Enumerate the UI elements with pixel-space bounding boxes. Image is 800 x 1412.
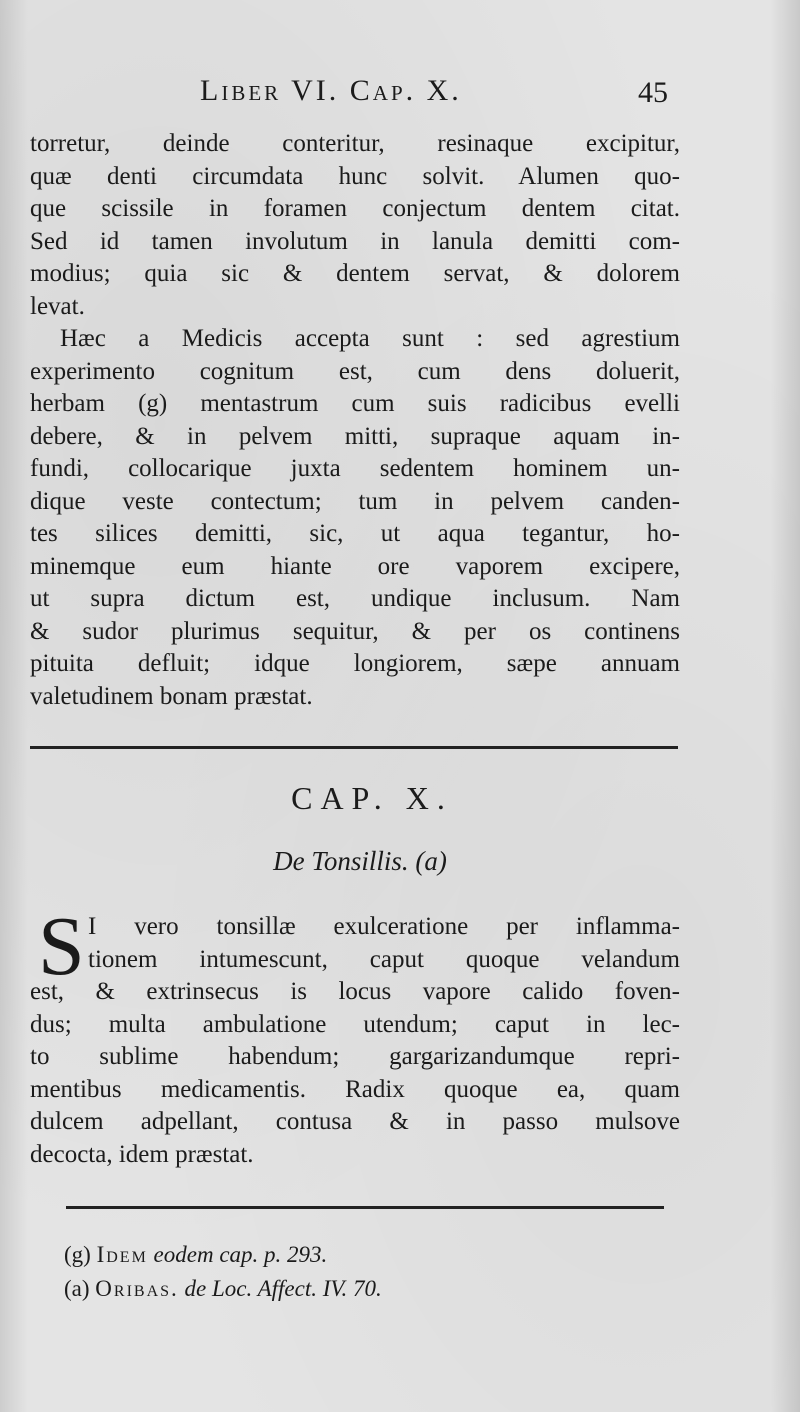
text-line: que scissile in foramen conjectum dentem citat. (30, 195, 680, 222)
text-line: quæ denti circumdata hunc solvit. Alumen quo- (30, 162, 680, 190)
drop-cap: S (38, 900, 85, 993)
text-line: Hæc a Medicis accepta sunt : sed agrestium (60, 325, 680, 352)
text-line: modius; quia sic & dentem servat, & dolorem (30, 260, 680, 287)
paragraph-continued (30, 128, 680, 713)
text-line: est, & extrinsecus is locus vapore calido foven- (30, 978, 680, 1005)
footnote-marker: (a) (64, 1276, 90, 1301)
footnote (64, 1272, 664, 1306)
text-line: decocta, idem præstat. (30, 1140, 254, 1168)
footnote-author: Idem (96, 1242, 148, 1267)
text-line: minemque eum hiante ore vaporem excipere, (30, 552, 680, 580)
footnote-author: Oribas. (95, 1276, 179, 1301)
text-line: dique veste contectum; tum in pelvem canden- (30, 487, 680, 515)
text-line: tes silices demitti, sic, ut aqua tegantur, ho- (30, 520, 680, 547)
footnote (64, 1238, 664, 1272)
section-divider (30, 746, 678, 749)
chapter-subtitle: De Tonsillis. (a) (273, 846, 447, 876)
text-line: & sudor plurimus sequitur, & per os continens (30, 617, 680, 645)
text-line: herbam (g) mentastrum cum suis radicibus evelli (30, 390, 680, 417)
text-line: dus; multa ambulatione utendum; caput in lec- (30, 1010, 680, 1038)
text-line: fundi, collocarique juxta sedentem hominem un- (30, 455, 680, 482)
text-line: pituita defluit; idque longiorem, sæpe annuam (30, 650, 680, 677)
text-line: mentibus medicamentis. Radix quoque ea, quam (30, 1075, 680, 1103)
footnotes (64, 1238, 664, 1306)
text-line: to sublime habendum; gargarizandumque repri- (30, 1043, 680, 1070)
text-line: Sed id tamen involutum in lanula demitti com- (30, 227, 680, 255)
page-number: 45 (638, 76, 668, 109)
text-line: ut supra dictum est, undique inclusum. Nam (30, 585, 680, 612)
text-line: levat. (30, 292, 85, 320)
running-title: Liber VI. Cap. X. (200, 74, 462, 107)
footnote-marker: (g) (64, 1242, 91, 1267)
footnote-citation: de Loc. Affect. IV. 70. (184, 1276, 382, 1301)
running-head (0, 74, 800, 118)
text-line: debere, & in pelvem mitti, supraque aquam in- (30, 422, 680, 450)
text-line: tionem intumescunt, caput quoque velandum (88, 945, 680, 973)
chapter-title: CAP. X. (291, 780, 453, 816)
text-line: I vero tonsillæ exulceratione per inflamma- (88, 913, 680, 940)
chapter-paragraph (30, 900, 680, 1171)
text-line: valetudinem bonam præstat. (30, 682, 313, 710)
text-line: dulcem adpellant, contusa & in passo mulsove (30, 1108, 680, 1135)
text-line: torretur, deinde conteritur, resinaque excipitur, (30, 130, 680, 157)
footnote-divider (66, 1206, 664, 1209)
text-line: experimento cognitum est, cum dens doluerit, (30, 357, 680, 385)
footnote-citation: eodem cap. p. 293. (153, 1242, 328, 1267)
